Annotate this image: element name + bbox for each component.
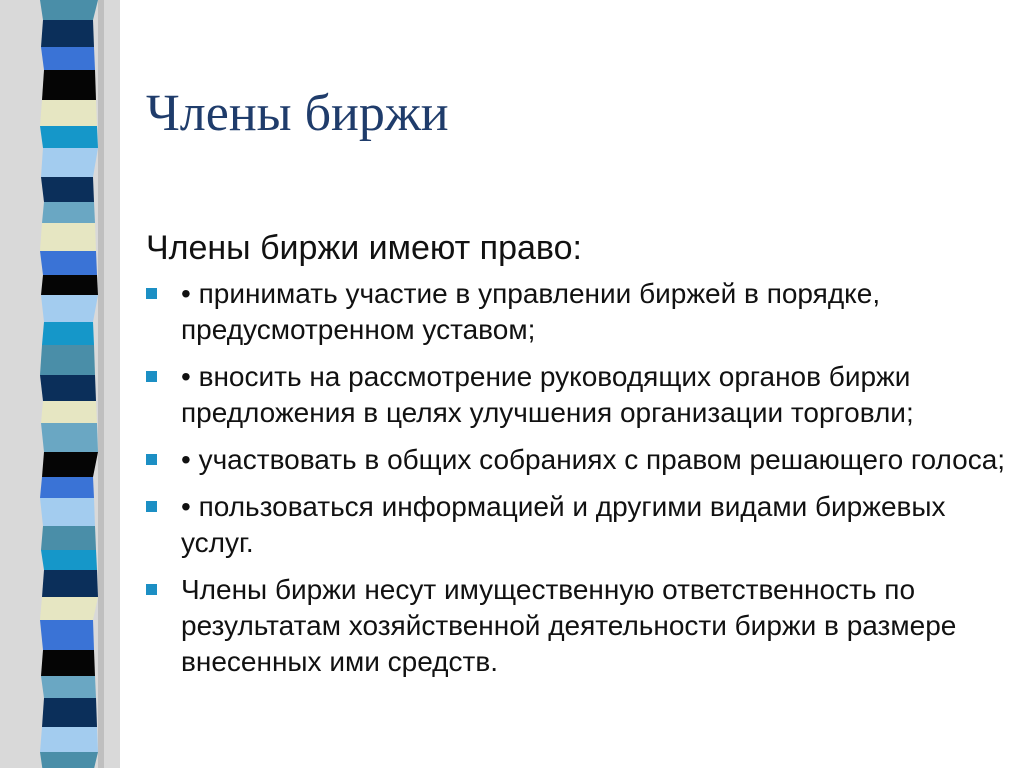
bullet-item bbox=[146, 442, 1006, 478]
stripe-segment bbox=[41, 177, 94, 202]
stripe-segment bbox=[40, 752, 98, 768]
bullet-item bbox=[146, 489, 1006, 561]
bullet-list bbox=[146, 276, 1006, 680]
stripe-segment bbox=[41, 148, 98, 177]
stripe-segment bbox=[42, 70, 96, 100]
bullet-text: • вносить на рассмотрение руководящих органов биржи предложения в целях улучшения организации торговли; bbox=[181, 361, 914, 428]
stripe-segment bbox=[40, 345, 95, 375]
decorative-stripe-bar bbox=[0, 0, 120, 768]
bullet-item bbox=[146, 572, 1006, 680]
stripe-segment bbox=[42, 202, 95, 223]
lead-text: Члены биржи имеют право: bbox=[146, 229, 582, 267]
square-bullet-icon bbox=[146, 454, 157, 465]
square-bullet-icon bbox=[146, 371, 157, 382]
stripe-segment bbox=[41, 295, 98, 322]
bullet-item bbox=[146, 359, 1006, 431]
stripe-segment bbox=[40, 597, 98, 620]
stripe-segment bbox=[42, 452, 98, 477]
stripe-segment bbox=[41, 423, 98, 452]
stripe-segment bbox=[41, 275, 98, 295]
stripe-segment bbox=[40, 375, 96, 401]
bullet-text: • участвовать в общих собраниях с правом решающего голоса; bbox=[181, 444, 1006, 475]
stripe-shadow bbox=[98, 0, 104, 768]
square-bullet-icon bbox=[146, 584, 157, 595]
bullet-text: Члены биржи несут имущественную ответственность по результатам хозяйственной деятельности биржи в размере внесенных ими средств. bbox=[181, 574, 957, 677]
stripe-segment bbox=[41, 526, 96, 550]
stripe-segment bbox=[40, 477, 94, 498]
stripe-segment bbox=[40, 126, 98, 148]
stripe-segment bbox=[42, 698, 97, 727]
bullet-text: • пользоваться информацией и другими видами биржевых услуг. bbox=[181, 491, 946, 558]
stripe-segment bbox=[42, 570, 98, 597]
square-bullet-icon bbox=[146, 288, 157, 299]
bullet-item bbox=[146, 276, 1006, 348]
square-bullet-icon bbox=[146, 501, 157, 512]
stripe-segment bbox=[41, 550, 97, 570]
stripe-segment bbox=[40, 727, 98, 752]
stripe-segment bbox=[40, 498, 95, 526]
stripe-segment bbox=[40, 0, 98, 20]
bullet-text: • принимать участие в управлении биржей в порядке, предусмотренном уставом; bbox=[181, 278, 881, 345]
stripe-segment bbox=[40, 100, 97, 126]
stripe-segment bbox=[41, 20, 94, 47]
stripe-segment bbox=[40, 251, 97, 275]
slide-body bbox=[146, 226, 1006, 691]
stripe-segment bbox=[40, 223, 96, 251]
stripe-segment bbox=[41, 47, 95, 70]
stripe-segment bbox=[40, 620, 94, 650]
stripe-segment bbox=[42, 322, 94, 345]
stripe-segment bbox=[41, 676, 96, 698]
stripe-segment bbox=[41, 650, 95, 676]
stripe-segment bbox=[41, 401, 97, 423]
slide-title: Члены биржи bbox=[146, 85, 449, 142]
